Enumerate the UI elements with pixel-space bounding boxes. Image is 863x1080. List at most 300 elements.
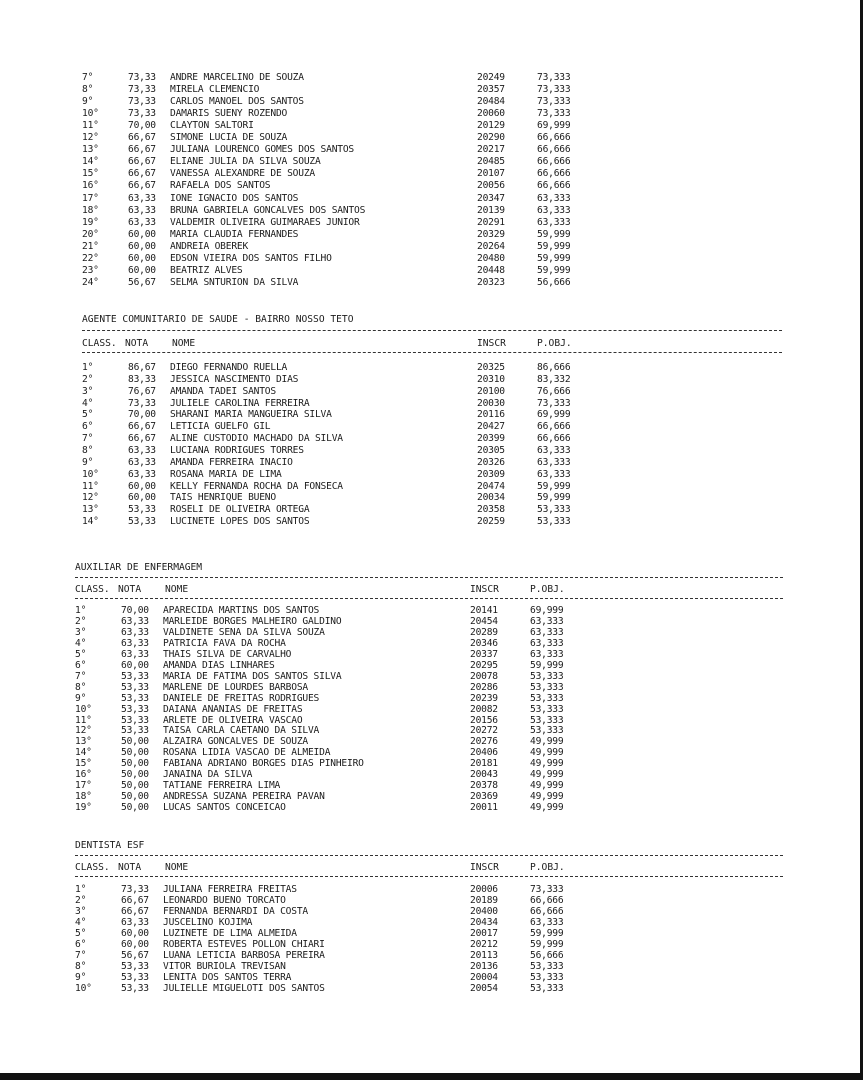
cell-nome: EDSON VIEIRA DOS SANTOS FILHO (170, 252, 332, 264)
cell-inscr: 20136 (470, 960, 498, 972)
cell-pobj: 66,666 (537, 421, 571, 433)
cell-pobj: 76,666 (537, 385, 571, 397)
cell-inscr: 20107 (477, 168, 505, 180)
cell-nome: THAIS SILVA DE CARVALHO (163, 648, 292, 660)
cell-nota: 76,67 (128, 385, 156, 397)
header-inscr: INSCR (477, 338, 506, 349)
header-pobj: P.OBJ. (530, 862, 565, 873)
cell-inscr: 20259 (477, 516, 505, 528)
cell-cls: 18° (75, 791, 92, 803)
table-row (82, 504, 602, 516)
table-row (82, 120, 602, 132)
cell-nome: LUZINETE DE LIMA ALMEIDA (163, 927, 297, 939)
cell-nome: ANDREIA OBEREK (170, 240, 249, 252)
cell-pobj: 53,333 (530, 725, 564, 737)
cell-nome: LUCAS SANTOS CONCEICAO (163, 802, 286, 814)
cell-inscr: 20427 (477, 421, 505, 433)
cell-pobj: 53,333 (530, 960, 564, 972)
cell-nota: 60,00 (128, 264, 156, 276)
table-row (82, 362, 602, 374)
cell-inscr: 20006 (470, 884, 498, 895)
table-row (82, 492, 602, 504)
cell-nome: DAMARIS SUENY ROZENDO (170, 108, 288, 120)
cell-nome: PATRICIA FAVA DA ROCHA (163, 637, 286, 649)
cell-nota: 60,00 (128, 480, 156, 492)
cell-pobj: 73,333 (537, 108, 571, 120)
table-row (82, 386, 602, 398)
cell-cls: 4° (82, 397, 94, 409)
table-row (82, 433, 602, 445)
cell-nome: CLAYTON SALTORI (170, 120, 254, 132)
cell-nota: 66,67 (128, 132, 156, 144)
cell-pobj: 63,333 (530, 626, 564, 638)
cell-nome: VALDINETE SENA DA SILVA SOUZA (163, 626, 325, 638)
cell-pobj: 69,999 (537, 409, 571, 421)
table-row (82, 180, 602, 192)
cell-nota: 53,33 (121, 982, 149, 994)
table-row (82, 132, 602, 144)
cell-nome: MARIA CLAUDIA FERNANDES (170, 228, 299, 240)
table-row (82, 108, 602, 120)
cell-nome: VALDEMIR OLIVEIRA GUIMARAES JUNIOR (170, 216, 360, 228)
cell-cls: 10° (75, 703, 92, 715)
cell-nota: 60,00 (121, 927, 149, 939)
header-cls: CLASS. (75, 862, 110, 873)
cell-nome: SIMONE LUCIA DE SOUZA (170, 132, 288, 144)
table-row (82, 144, 602, 156)
cell-inscr: 20480 (477, 252, 505, 264)
rule (75, 577, 783, 578)
cell-inscr: 20305 (477, 444, 505, 456)
cell-nota: 66,67 (128, 168, 156, 180)
cell-nota: 63,33 (128, 444, 156, 456)
cell-cls: 5° (75, 648, 87, 660)
cell-inscr: 20054 (470, 982, 498, 994)
cell-pobj: 73,333 (530, 884, 564, 895)
cell-nome: MARIA DE FATIMA DOS SANTOS SILVA (163, 670, 342, 682)
cell-pobj: 63,333 (530, 916, 564, 928)
header-inscr: INSCR (470, 862, 499, 873)
table-row (82, 481, 602, 493)
cell-pobj: 49,999 (530, 769, 564, 781)
table-row (82, 217, 602, 229)
cell-cls: 10° (82, 468, 99, 480)
cell-pobj: 56,666 (530, 949, 564, 961)
section-title-agente: AGENTE COMUNITARIO DE SAUDE - BAIRRO NOSSO TETO (82, 314, 354, 325)
cell-inscr: 20276 (470, 736, 498, 748)
cell-nome: FERNANDA BERNARDI DA COSTA (163, 905, 308, 917)
cell-nota: 66,67 (128, 421, 156, 433)
header-nota: NOTA (125, 338, 149, 349)
cell-nota: 53,33 (121, 681, 149, 693)
cell-nome: APARECIDA MARTINS DOS SANTOS (163, 605, 320, 616)
table-row (82, 156, 602, 168)
cell-inscr: 20141 (470, 605, 498, 616)
cell-pobj: 73,333 (537, 397, 571, 409)
cell-inscr: 20347 (477, 192, 505, 204)
cell-nota: 53,33 (121, 703, 149, 715)
rule (75, 598, 783, 599)
cell-inscr: 20346 (470, 637, 498, 649)
cell-inscr: 20325 (477, 362, 505, 373)
cell-cls: 9° (75, 692, 87, 704)
cell-cls: 9° (82, 456, 94, 468)
cell-inscr: 20100 (477, 385, 505, 397)
cell-pobj: 86,666 (537, 362, 571, 373)
cell-nota: 63,33 (121, 637, 149, 649)
cell-cls: 11° (82, 120, 99, 132)
cell-nome: LETICIA GUELFO GIL (170, 421, 271, 433)
cell-pobj: 59,999 (537, 480, 571, 492)
cell-cls: 2° (75, 894, 87, 906)
cell-nota: 63,33 (128, 456, 156, 468)
cell-pobj: 59,999 (537, 492, 571, 504)
cell-pobj: 53,333 (530, 670, 564, 682)
cell-cls: 3° (75, 905, 87, 917)
cell-nome: BRUNA GABRIELA GONCALVES DOS SANTOS (170, 204, 366, 216)
cell-pobj: 53,333 (530, 714, 564, 726)
cell-nome: MARLEIDE BORGES MALHEIRO GALDINO (163, 615, 342, 627)
header-nota: NOTA (118, 584, 142, 595)
cell-pobj: 53,333 (530, 692, 564, 704)
cell-cls: 20° (82, 228, 99, 240)
cell-cls: 21° (82, 240, 99, 252)
cell-nome: CARLOS MANOEL DOS SANTOS (170, 96, 304, 108)
cell-nome: MIRELA CLEMENCIO (170, 84, 260, 96)
cell-cls: 12° (75, 725, 92, 737)
cell-nota: 60,00 (128, 492, 156, 504)
cell-cls: 11° (82, 480, 99, 492)
cell-nome: JULIANA LOURENCO GOMES DOS SANTOS (170, 144, 355, 156)
cell-nota: 70,00 (128, 120, 156, 132)
cell-nome: LUANA LETICIA BARBOSA PEREIRA (163, 949, 325, 961)
cell-nota: 83,33 (128, 373, 156, 385)
cell-inscr: 20295 (470, 659, 498, 671)
header-nome: NOME (165, 584, 189, 595)
cell-pobj: 59,999 (537, 228, 571, 240)
cell-pobj: 66,666 (537, 180, 571, 192)
cell-nota: 60,00 (128, 252, 156, 264)
cell-nome: ELIANE JULIA DA SILVA SOUZA (170, 156, 321, 168)
cell-pobj: 53,333 (530, 703, 564, 715)
table-row (82, 457, 602, 469)
cell-nome: LUCINETE LOPES DOS SANTOS (170, 516, 310, 528)
table-row (82, 229, 602, 241)
cell-pobj: 53,333 (530, 982, 564, 994)
cell-nota: 70,00 (121, 605, 149, 616)
cell-pobj: 49,999 (530, 736, 564, 748)
cell-cls: 1° (75, 605, 87, 616)
cell-nota: 53,33 (121, 714, 149, 726)
table-row (82, 193, 602, 205)
cell-nota: 53,33 (121, 725, 149, 737)
header-cls: CLASS. (82, 338, 117, 349)
table-row (82, 277, 602, 289)
cell-nota: 63,33 (121, 626, 149, 638)
cell-pobj: 49,999 (530, 802, 564, 814)
cell-cls: 22° (82, 252, 99, 264)
cell-cls: 17° (75, 780, 92, 792)
cell-cls: 7° (75, 670, 87, 682)
cell-nome: ALZAIRA GONCALVES DE SOUZA (163, 736, 308, 748)
cell-nota: 63,33 (128, 204, 156, 216)
cell-nota: 53,33 (121, 670, 149, 682)
cell-inscr: 20448 (477, 264, 505, 276)
cell-nota: 63,33 (128, 216, 156, 228)
cell-nome: JANAINA DA SILVA (163, 769, 253, 781)
cell-nome: JULIELE CAROLINA FERREIRA (170, 397, 310, 409)
cell-nome: LENITA DOS SANTOS TERRA (163, 971, 292, 983)
cell-cls: 5° (82, 409, 94, 421)
cell-pobj: 66,666 (537, 433, 571, 445)
cell-nota: 50,00 (121, 802, 149, 814)
cell-inscr: 20249 (477, 72, 505, 83)
cell-inscr: 20129 (477, 120, 505, 132)
cell-inscr: 20358 (477, 504, 505, 516)
cell-inscr: 20056 (477, 180, 505, 192)
rule (82, 330, 782, 331)
cell-pobj: 66,666 (537, 144, 571, 156)
cell-pobj: 49,999 (530, 791, 564, 803)
cell-inscr: 20030 (477, 397, 505, 409)
cell-inscr: 20406 (470, 747, 498, 759)
cell-pobj: 63,333 (530, 648, 564, 660)
cell-cls: 8° (75, 960, 87, 972)
cell-cls: 7° (82, 72, 94, 83)
cell-nome: AMANDA FERREIRA INACIO (170, 456, 293, 468)
cell-nota: 66,67 (128, 144, 156, 156)
cell-nome: TAISA CARLA CAETANO DA SILVA (163, 725, 320, 737)
cell-nome: ANDRESSA SUZANA PEREIRA PAVAN (163, 791, 325, 803)
cell-cls: 24° (82, 276, 99, 288)
cell-cls: 6° (75, 659, 87, 671)
cell-nome: VITOR BURIOLA TREVISAN (163, 960, 286, 972)
cell-nome: MARLENE DE LOURDES BARBOSA (163, 681, 308, 693)
cell-pobj: 66,666 (537, 168, 571, 180)
cell-cls: 3° (75, 626, 87, 638)
cell-inscr: 20239 (470, 692, 498, 704)
cell-inscr: 20326 (477, 456, 505, 468)
header-inscr: INSCR (470, 584, 499, 595)
cell-pobj: 66,666 (530, 905, 564, 917)
cell-cls: 14° (82, 516, 99, 528)
cell-inscr: 20309 (477, 468, 505, 480)
rule (75, 876, 783, 877)
table-row (82, 96, 602, 108)
cell-nome: IONE IGNACIO DOS SANTOS (170, 192, 299, 204)
cell-cls: 17° (82, 192, 99, 204)
cell-cls: 14° (75, 747, 92, 759)
table-row (82, 398, 602, 410)
cell-cls: 19° (75, 802, 92, 814)
cell-nota: 56,67 (128, 276, 156, 288)
cell-inscr: 20181 (470, 758, 498, 770)
cell-inscr: 20454 (470, 615, 498, 627)
cell-inscr: 20310 (477, 373, 505, 385)
cell-cls: 1° (75, 884, 87, 895)
cell-nota: 53,33 (121, 692, 149, 704)
cell-nome: TATIANE FERREIRA LIMA (163, 780, 281, 792)
rule (82, 352, 782, 353)
cell-cls: 3° (82, 385, 94, 397)
header-cls: CLASS. (75, 584, 110, 595)
cell-nota: 63,33 (128, 468, 156, 480)
cell-inscr: 20290 (477, 132, 505, 144)
header-pobj: P.OBJ. (530, 584, 565, 595)
cell-nome: JULIANA FERREIRA FREITAS (163, 884, 297, 895)
cell-nome: ROBERTA ESTEVES POLLON CHIARI (163, 938, 325, 950)
cell-inscr: 20004 (470, 971, 498, 983)
cell-inscr: 20272 (470, 725, 498, 737)
cell-nome: DAIANA ANANIAS DE FREITAS (163, 703, 303, 715)
cell-pobj: 63,333 (537, 216, 571, 228)
cell-cls: 18° (82, 204, 99, 216)
cell-pobj: 63,333 (537, 456, 571, 468)
cell-nota: 60,00 (121, 938, 149, 950)
cell-cls: 5° (75, 927, 87, 939)
cell-pobj: 83,332 (537, 373, 571, 385)
cell-nota: 73,33 (128, 72, 156, 83)
cell-cls: 19° (82, 216, 99, 228)
cell-cls: 2° (75, 615, 87, 627)
cell-inscr: 20043 (470, 769, 498, 781)
cell-pobj: 69,999 (537, 120, 571, 132)
cell-cls: 15° (75, 758, 92, 770)
cell-nota: 63,33 (128, 192, 156, 204)
cell-inscr: 20378 (470, 780, 498, 792)
cell-nota: 70,00 (128, 409, 156, 421)
cell-nota: 50,00 (121, 747, 149, 759)
cell-nota: 66,67 (121, 905, 149, 917)
section-title-auxiliar: AUXILIAR DE ENFERMAGEM (75, 562, 203, 573)
table-row (82, 469, 602, 481)
cell-cls: 4° (75, 916, 87, 928)
cell-nota: 73,33 (128, 108, 156, 120)
cell-inscr: 20156 (470, 714, 498, 726)
header-nota: NOTA (118, 862, 142, 873)
cell-cls: 1° (82, 362, 94, 373)
cell-cls: 12° (82, 132, 99, 144)
cell-nome: SHARANI MARIA MANGUEIRA SILVA (170, 409, 332, 421)
cell-pobj: 49,999 (530, 747, 564, 759)
cell-nome: ARLETE DE OLIVEIRA VASCAO (163, 714, 303, 726)
cell-cls: 7° (75, 949, 87, 961)
table-row (82, 445, 602, 457)
table-row (82, 516, 602, 528)
cell-cls: 6° (82, 421, 94, 433)
cell-nota: 50,00 (121, 780, 149, 792)
cell-nota: 66,67 (128, 433, 156, 445)
cell-nome: ROSANA MARIA DE LIMA (170, 468, 282, 480)
cell-pobj: 63,333 (537, 468, 571, 480)
cell-inscr: 20289 (470, 626, 498, 638)
cell-pobj: 49,999 (530, 780, 564, 792)
cell-pobj: 53,333 (530, 681, 564, 693)
table-row (75, 983, 595, 995)
cell-nota: 73,33 (128, 397, 156, 409)
cell-nome: LUCIANA RODRIGUES TORRES (170, 444, 304, 456)
cell-nome: DANIELE DE FREITAS RODRIGUES (163, 692, 320, 704)
cell-pobj: 63,333 (537, 444, 571, 456)
cell-nome: SELMA SNTURION DA SILVA (170, 276, 299, 288)
cell-nome: RAFAELA DOS SANTOS (170, 180, 271, 192)
table-row (82, 168, 602, 180)
cell-cls: 8° (82, 444, 94, 456)
cell-pobj: 59,999 (537, 240, 571, 252)
header-nome: NOME (165, 862, 189, 873)
cell-inscr: 20400 (470, 905, 498, 917)
cell-nota: 86,67 (128, 362, 156, 373)
cell-nota: 73,33 (128, 96, 156, 108)
cell-nome: ALINE CUSTODIO MACHADO DA SILVA (170, 433, 343, 445)
cell-inscr: 20212 (470, 938, 498, 950)
cell-cls: 13° (82, 144, 99, 156)
cell-nota: 60,00 (128, 240, 156, 252)
cell-nota: 63,33 (121, 648, 149, 660)
cell-inscr: 20139 (477, 204, 505, 216)
cell-cls: 8° (82, 84, 94, 96)
cell-inscr: 20434 (470, 916, 498, 928)
cell-nome: LEONARDO BUENO TORCATO (163, 894, 286, 906)
cell-nome: JESSICA NASCIMENTO DIAS (170, 373, 299, 385)
cell-cls: 6° (75, 938, 87, 950)
cell-nome: AMANDA DIAS LINHARES (163, 659, 275, 671)
table-row (82, 253, 602, 265)
cell-pobj: 63,333 (530, 637, 564, 649)
cell-cls: 12° (82, 492, 99, 504)
header-pobj: P.OBJ. (537, 338, 572, 349)
cell-nota: 63,33 (121, 916, 149, 928)
cell-nome: ROSELI DE OLIVEIRA ORTEGA (170, 504, 310, 516)
cell-pobj: 53,333 (537, 516, 571, 528)
header-nome: NOME (172, 338, 196, 349)
cell-pobj: 66,666 (530, 894, 564, 906)
cell-cls: 9° (82, 96, 94, 108)
cell-pobj: 63,333 (530, 615, 564, 627)
cell-inscr: 20485 (477, 156, 505, 168)
table-row (82, 84, 602, 96)
cell-pobj: 59,999 (530, 938, 564, 950)
cell-nome: TAIS HENRIQUE BUENO (170, 492, 276, 504)
cell-nome: VANESSA ALEXANDRE DE SOUZA (170, 168, 315, 180)
cell-cls: 16° (75, 769, 92, 781)
cell-inscr: 20291 (477, 216, 505, 228)
section-title-dentista: DENTISTA ESF (75, 840, 145, 851)
cell-pobj: 63,333 (537, 204, 571, 216)
cell-cls: 13° (75, 736, 92, 748)
cell-pobj: 56,666 (537, 276, 571, 288)
cell-inscr: 20082 (470, 703, 498, 715)
table-row (82, 409, 602, 421)
cell-nome: BEATRIZ ALVES (170, 264, 243, 276)
cell-cls: 16° (82, 180, 99, 192)
cell-nota: 63,33 (121, 615, 149, 627)
cell-cls: 23° (82, 264, 99, 276)
cell-nota: 66,67 (128, 180, 156, 192)
table-row (82, 72, 602, 84)
table-row (82, 421, 602, 433)
cell-cls: 10° (82, 108, 99, 120)
cell-pobj: 73,333 (537, 96, 571, 108)
cell-inscr: 20113 (470, 949, 498, 961)
table-row (82, 241, 602, 253)
cell-inscr: 20399 (477, 433, 505, 445)
cell-nota: 50,00 (121, 758, 149, 770)
cell-inscr: 20116 (477, 409, 505, 421)
cell-nota: 73,33 (121, 884, 149, 895)
cell-pobj: 66,666 (537, 156, 571, 168)
table-row (82, 374, 602, 386)
